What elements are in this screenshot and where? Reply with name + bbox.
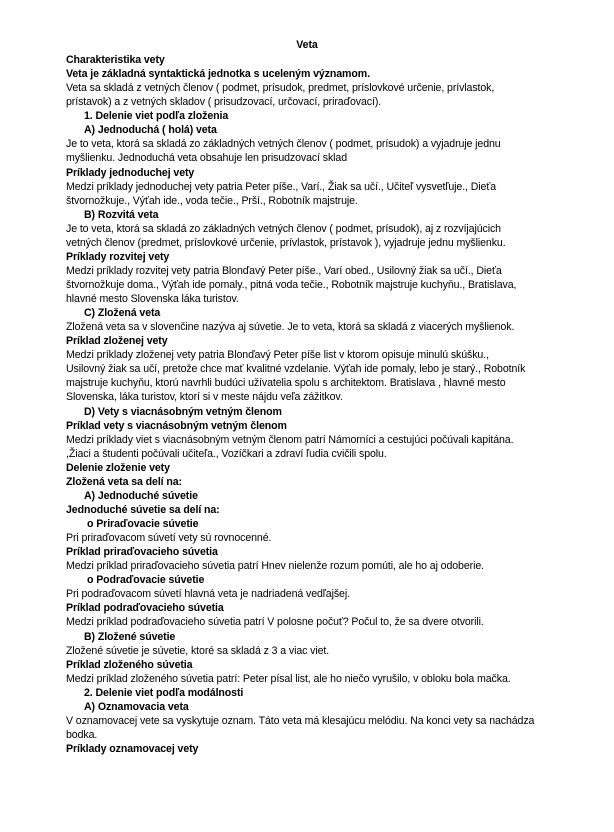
heading-line: Príklad zloženej vety — [66, 335, 168, 348]
heading-line: Príklad vety s viacnásobným vetným členom — [66, 419, 287, 432]
text-line: prístavok) a z vetných skladov ( prisudzovací, určovací, priraďovací). — [66, 96, 382, 109]
heading-line: Jednoduché súvetie sa delí na: — [66, 503, 220, 516]
heading-line: o Podraďovacie súvetie — [87, 574, 205, 587]
heading-line: Príklady rozvitej vety — [66, 250, 170, 263]
text-line: Je to veta, ktorá sa skladá zo základných vetných členov ( podmet, prísudok), aj z rozvíjajúcich — [66, 222, 501, 235]
document-title: Veta — [296, 39, 318, 51]
heading-line: 2. Delenie viet podľa modálnosti — [84, 686, 244, 699]
text-line: štvornožkuje doma., Výťah ide pomaly., pitná voda tečie., Robotník majstruje kuchyňu., Bratislava, — [66, 279, 517, 291]
text-line: V oznamovacej vete sa vyskytuje oznam. Táto veta má klesajúcu melódiu. Na konci vety sa nachádza — [66, 714, 535, 727]
text-line: Pri podraďovacom súvetí hlavná veta je nadriadená vedľajšej. — [66, 588, 350, 601]
heading-line: Príklad priraďovacieho súvetia — [66, 546, 218, 559]
text-line: vetných členov (predmet, príslovkové určenie, prívlastok, prístavok ), vyjadruje jednu myšlienku. — [66, 236, 506, 249]
text-line: Zložená veta sa v slovenčine nazýva aj súvetie. Je to veta, ktorá sa skladá z viacerých myšlienok. — [66, 321, 515, 334]
text-line: bodka. — [66, 728, 98, 741]
text-line: Slovenska, láka turistov, ktorí si v meste nájdu veľa zážitkov. — [66, 391, 343, 404]
heading-line: Delenie zloženie vety — [66, 461, 170, 474]
heading-line: Príklad zloženého súvetia — [66, 658, 193, 671]
text-line: ,Žiaci a študenti počúvali učiteľa., Vozíčkari a zdraví ľudia cvičili spolu. — [66, 447, 387, 460]
heading-line: Príklady jednoduchej vety — [66, 166, 195, 179]
heading-line: B) Rozvitá veta — [84, 208, 159, 221]
heading-line: A) Oznamovacia veta — [84, 700, 189, 713]
heading-line: o Priraďovacie súvetie — [87, 518, 199, 530]
heading-line: Príklad podraďovacieho súvetia — [66, 602, 224, 615]
heading-line: Zložená veta sa delí na: — [66, 475, 182, 488]
text-line: Medzi príklady jednoduchej vety patria Peter píše., Varí., Žiak sa učí., Učiteľ vysvetľuje., Dieťa — [66, 180, 496, 193]
text-line: myšlienku. Jednoduchá veta obsahuje len prisudzovací sklad — [66, 152, 347, 165]
text-line: Usilovný žiak sa učí, pretože chce mať kvalitné vzdelanie. Výťah ide pomaly, lebo je starý., Robotník — [66, 363, 526, 376]
text-line: Medzi príklady zloženej vety patria Blonďavý Peter píše list v ktorom opisuje minulú skúšku., — [66, 349, 489, 362]
heading-line: Príklady oznamovacej vety — [66, 742, 199, 755]
heading-line: Charakteristika vety — [66, 54, 165, 66]
heading-line: Veta je základná syntaktická jednotka s uceleným významom. — [66, 68, 370, 81]
text-line: Medzi príklady viet s viacnásobným vetným členom patrí Námorníci a cestujúci počúvali kapitána. — [66, 433, 514, 446]
text-line: Medzi príklad zloženého súvetia patrí: Peter písal list, ale ho niečo vyrušilo, v obloku bola mačka. — [66, 672, 511, 685]
text-line: Je to veta, ktorá sa skladá zo základných vetných členov ( podmet, prísudok) a vyjadruje jednu — [66, 138, 501, 151]
text-line: Medzi príklad podraďovacieho súvetia patrí V polosne počuť? Počul to, že sa dvere otvorili. — [66, 616, 484, 629]
heading-line: D) Vety s viacnásobným vetným členom — [84, 405, 282, 418]
text-line: Zložené súvetie je súvetie, ktoré sa skladá z 3 a viac viet. — [66, 644, 330, 657]
text-line: Pri priraďovacom súvetí vety sú rovnocenné. — [66, 532, 272, 544]
heading-line: A) Jednoduchá ( holá) veta — [84, 124, 217, 137]
text-line: hlavné mesto Slovenska láka turistov. — [66, 293, 239, 305]
heading-line: C) Zložená veta — [84, 307, 161, 320]
heading-line: A) Jednoduché súvetie — [84, 489, 198, 502]
text-line: Medzi príklady rozvitej vety patria Blonďavý Peter píše., Varí obed., Usilovný žiak sa učí., Dieťa — [66, 264, 502, 277]
text-line: Medzi príklad priraďovacieho súvetia patrí Hnev nielenže rozum pomúti, ale ho aj odoberie. — [66, 560, 484, 573]
text-line: štvornožkuje., Výťah ide., voda tečie., Prší., Robotník majstruje. — [66, 194, 358, 207]
heading-line: 1. Delenie viet podľa zloženia — [84, 110, 229, 123]
text-line: Veta sa skladá z vetných členov ( podmet, prísudok, predmet, príslovkové určenie, prívlastok, — [66, 82, 495, 95]
heading-line: B) Zložené súvetie — [84, 630, 176, 643]
text-line: majstruje kuchyňu, ktorú navrhli budúci užívatelia spolu s architektom. Bratislava , hlavné mesto — [66, 377, 506, 390]
